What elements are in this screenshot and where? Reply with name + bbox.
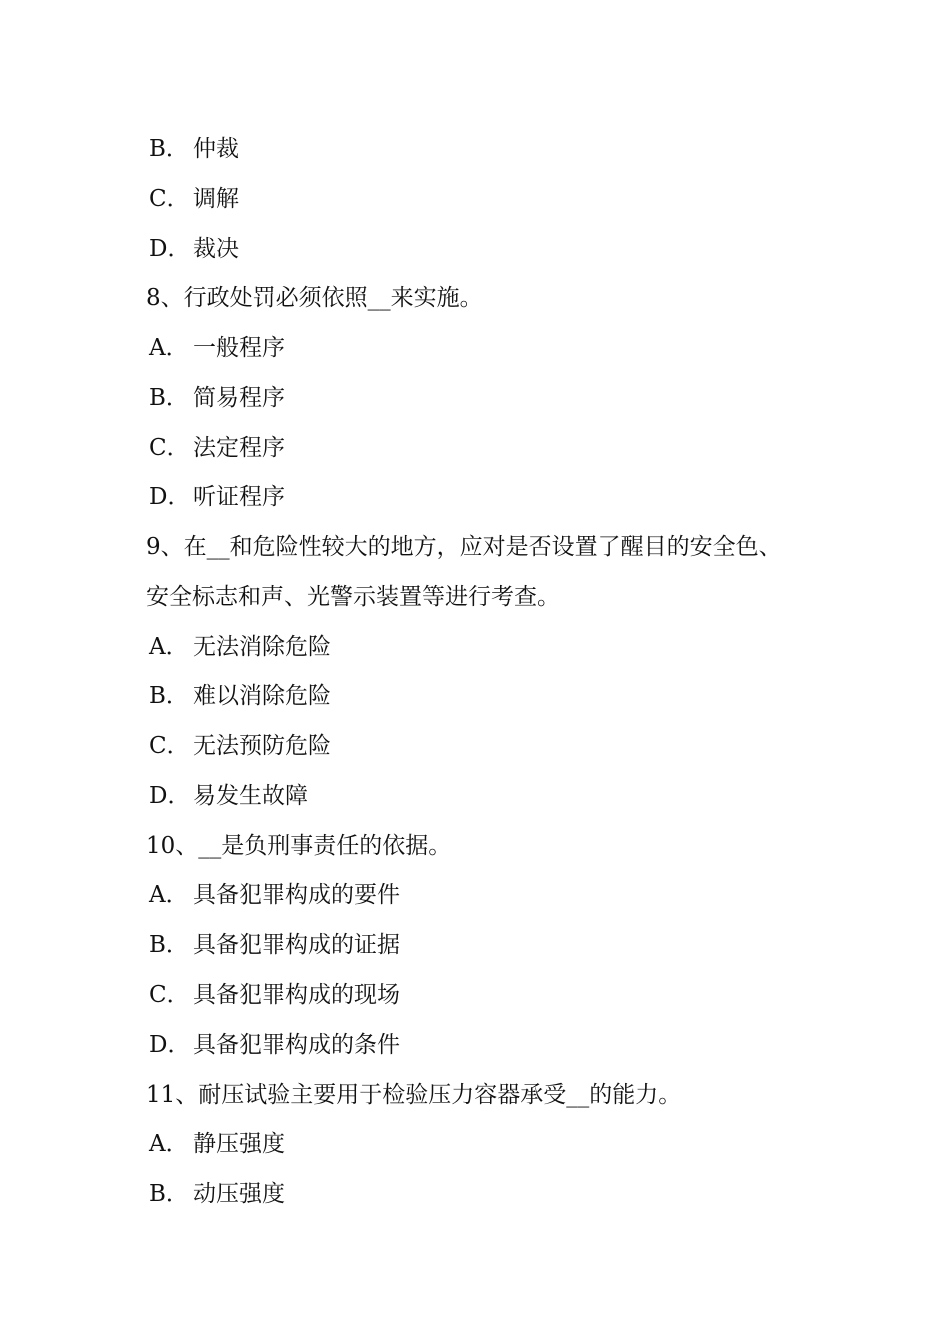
option-line [149,1030,400,1060]
option-letter: C． [149,186,190,212]
option-text: 仲裁 [193,136,239,162]
option-text: 调解 [193,186,239,212]
option-text: 动压强度 [193,1181,285,1207]
option-text: 具备犯罪构成的现场 [193,982,400,1008]
option-text: 具备犯罪构成的证据 [193,932,400,958]
option-line [149,980,400,1010]
question-line: 安全标志和声、光警示装置等进行考查。 [146,584,560,610]
option-letter: B． [149,1181,189,1207]
option-letter: B． [149,683,189,709]
option-line [149,880,400,910]
option-line [149,433,285,463]
option-text: 具备犯罪构成的条件 [193,1032,400,1058]
option-text: 无法消除危险 [193,634,331,660]
option-line [149,781,308,811]
option-text: 简易程序 [193,385,285,411]
option-line [149,333,285,363]
option-letter: B． [149,385,189,411]
option-text: 无法预防危险 [193,733,331,759]
option-line [149,234,239,264]
option-letter: B． [149,932,189,958]
option-line [149,930,400,960]
option-letter: A． [149,335,189,361]
option-letter: A． [149,634,189,660]
option-line [149,383,285,413]
option-line [149,134,239,164]
option-line [149,1129,285,1159]
question-line: 11、耐压试验主要用于检验压力容器承受__的能力。 [146,1082,682,1108]
question-line: 9、在__和危险性较大的地方，应对是否设置了醒目的安全色、 [146,534,782,560]
option-text: 易发生故障 [193,783,308,809]
option-text: 静压强度 [193,1131,285,1157]
option-text: 听证程序 [193,484,285,510]
option-text: 难以消除危险 [193,683,331,709]
option-text: 裁决 [193,236,239,262]
option-line [149,184,239,214]
option-line [149,681,331,711]
option-line [149,731,331,761]
question-line: 8、行政处罚必须依照__来实施。 [146,285,483,311]
option-letter: B． [149,136,189,162]
option-text: 具备犯罪构成的要件 [193,882,400,908]
option-letter: A． [149,1131,189,1157]
question-line: 10、__是负刑事责任的依据。 [146,833,452,859]
option-line [149,482,285,512]
option-text: 法定程序 [193,435,285,461]
option-letter: C． [149,733,190,759]
option-line [149,632,331,662]
option-letter: D． [149,1032,191,1058]
option-letter: A． [149,882,189,908]
option-letter: D． [149,783,191,809]
option-letter: C． [149,435,190,461]
option-letter: C． [149,982,190,1008]
option-letter: D． [149,236,191,262]
option-line [149,1179,285,1209]
option-text: 一般程序 [193,335,285,361]
option-letter: D． [149,484,191,510]
